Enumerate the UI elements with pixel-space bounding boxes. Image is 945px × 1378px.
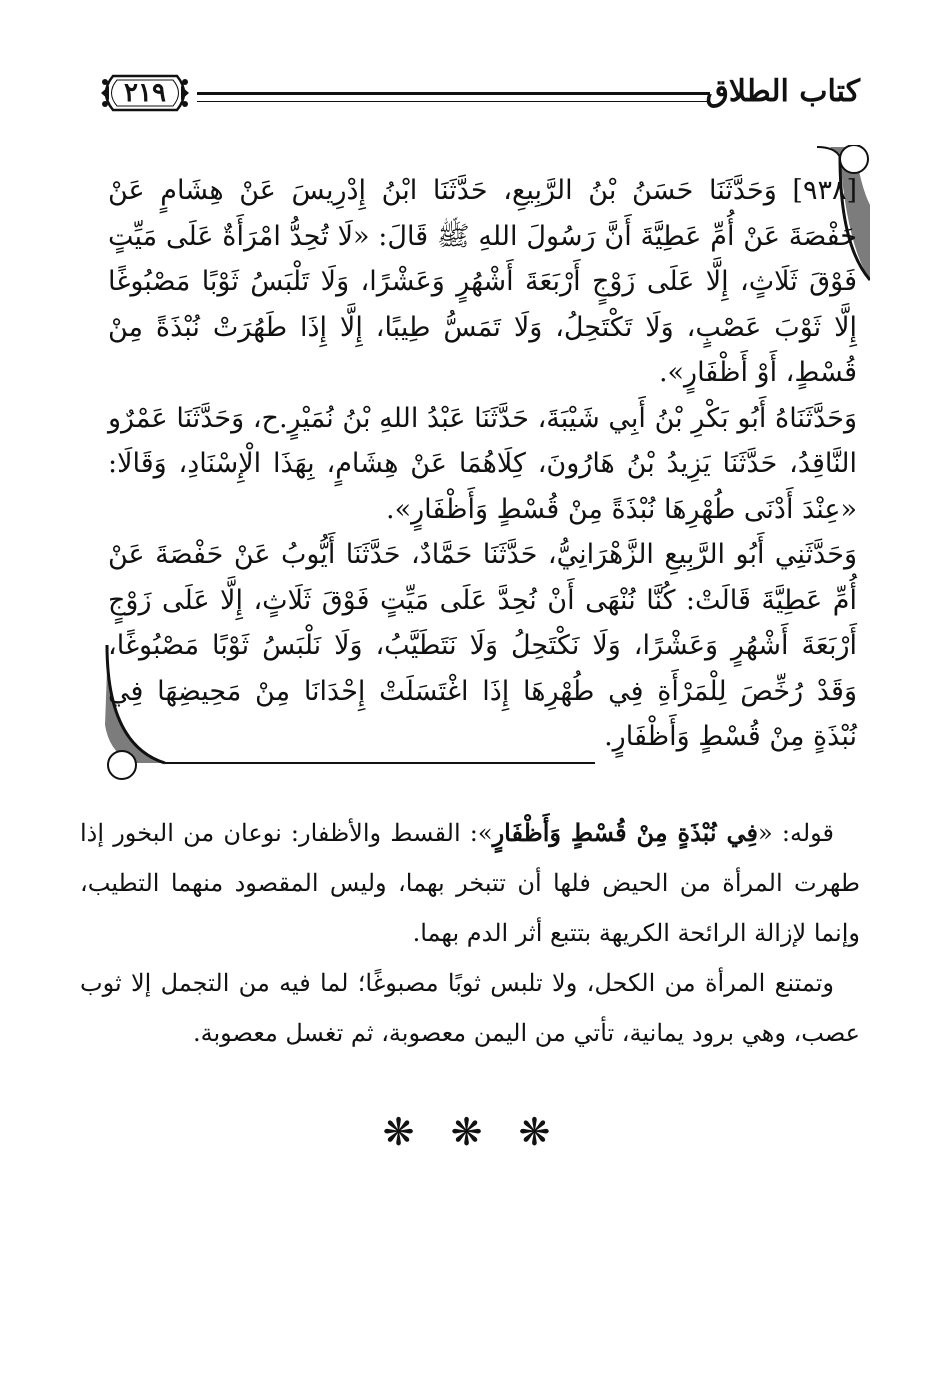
commentary-prefix: قوله: « xyxy=(758,819,835,847)
page-number: ٢١٩ xyxy=(124,78,166,108)
hadith-text xyxy=(108,168,857,760)
commentary-explanation: »: القسط والأظفار: نوعان من البخور إذا طهرت المرأة من الحيض فلها أن تتبخر بهما، وليس المقصود منهما التطيب، وإنما لإزالة الرائحة الكريهة بتتبع أثر الدم بهما. xyxy=(80,819,860,947)
header-rule xyxy=(197,92,710,102)
hadith-paragraph: وَحَدَّثَنَاهُ أَبُو بَكْرِ بْنُ أَبِي شَيْبَةَ، حَدَّثَنَا عَبْدُ اللهِ بْنُ نُمَيْرٍ.ح، وَحَدَّثَنَا عَمْرٌو النَّاقِدُ، حَدَّثَنَا يَزِيدُ بْنُ هَارُونَ، كِلَاهُمَا عَنْ هِشَامٍ، بِهَذَا الْإِسْنَادِ، وَقَالَا: «عِنْدَ أَدْنَى طُهْرِهَا نُبْذَةً مِنْ قُسْطٍ وَأَظْفَارٍ». xyxy=(108,402,857,525)
commentary xyxy=(80,808,860,1058)
book-title: كتاب الطلاق xyxy=(705,74,860,109)
section-separator-stars: ❋ ❋ ❋ xyxy=(382,1110,563,1154)
hadith-paragraph: وَحَدَّثَنِي أَبُو الرَّبِيعِ الزَّهْرَانِيُّ، حَدَّثَنَا حَمَّادٌ، حَدَّثَنَا أَيُّوبُ عَنْ حَفْصَةَ عَنْ أُمِّ عَطِيَّةَ قَالَتْ: كُنَّا نُنْهَى أَنْ نُحِدَّ عَلَى مَيِّتٍ فَوْقَ ثَلَاثٍ، إِلَّا عَلَى زَوْجٍ أَرْبَعَةَ أَشْهُرٍ وَعَشْرًا، وَلَا نَكْتَحِلُ وَلَا نَتَطَيَّبُ، وَلَا نَلْبَسُ ثَوْبًا مَصْبُوغًا، وَقَدْ رُخِّصَ لِلْمَرْأَةِ فِي طُهْرِهَا إِذَا اغْتَسَلَتْ إِحْدَانَا مِنْ مَحِيضِهَا فِي نُبْذَةٍ مِنْ قُسْطٍ وَأَظْفَارٍ. xyxy=(108,539,857,752)
commentary-quote: فِي نُبْذَةٍ مِنْ قُسْطٍ وَأَظْفَارٍ xyxy=(492,818,758,847)
page-header xyxy=(95,70,860,120)
commentary-paragraph: وتمتنع المرأة من الكحل، ولا تلبس ثوبًا مصبوغًا؛ لما فيه من التجمل إلا ثوب عصب، وهي برود يمانية، تأتي من اليمن معصوبة، ثم تغسل معصوبة. xyxy=(80,969,860,1047)
commentary-paragraph xyxy=(80,808,860,958)
page-number-ornament xyxy=(95,72,195,114)
hadith-paragraph: [٩٣٨] وَحَدَّثَنَا حَسَنُ بْنُ الرَّبِيعِ، حَدَّثَنَا ابْنُ إِدْرِيسَ عَنْ هِشَامٍ عَنْ حَفْصَةَ عَنْ أُمِّ عَطِيَّةَ أَنَّ رَسُولَ اللهِ ﷺ قَالَ: «لَا تُحِدُّ امْرَأَةٌ عَلَى مَيِّتٍ فَوْقَ ثَلَاثٍ، إِلَّا عَلَى زَوْجٍ أَرْبَعَةَ أَشْهُرٍ وَعَشْرًا، وَلَا تَلْبَسُ ثَوْبًا مَصْبُوغًا إِلَّا ثَوْبَ عَصْبٍ، وَلَا تَكْتَحِلُ، وَلَا تَمَسُّ طِيبًا، إِلَّا إِذَا طَهُرَتْ نُبْذَةً مِنْ قُسْطٍ، أَوْ أَظْفَارٍ». xyxy=(108,175,857,388)
